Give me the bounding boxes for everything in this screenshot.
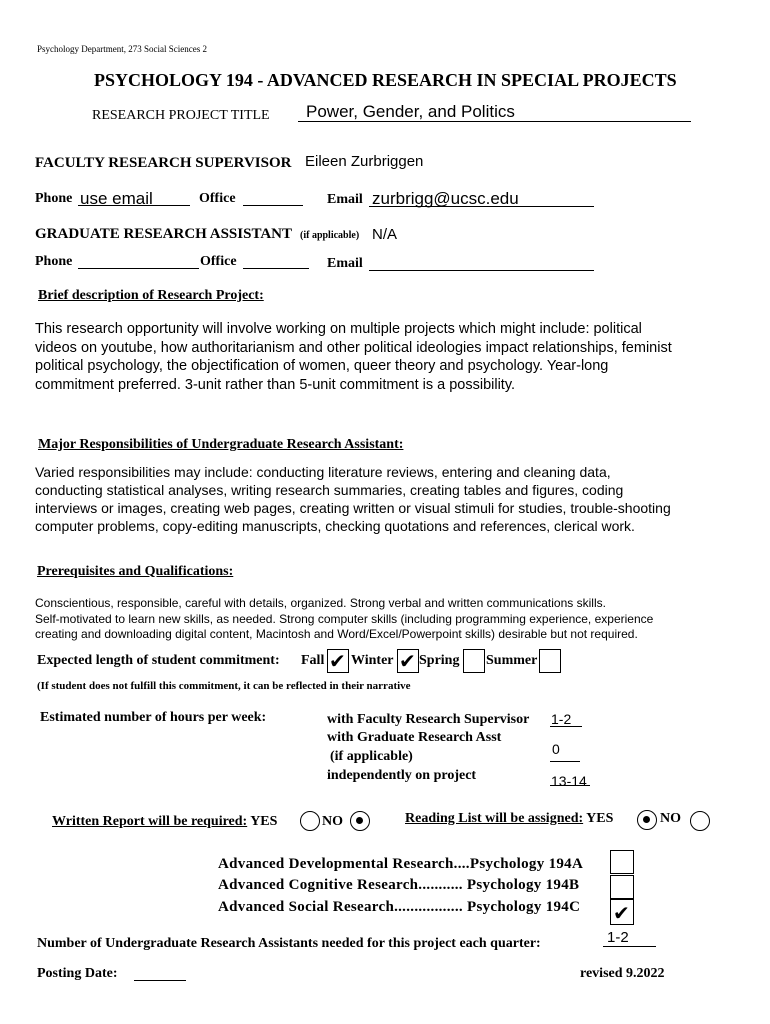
reading-label-text: Reading List will be assigned: <box>405 811 584 826</box>
faculty-email-label: Email <box>327 192 363 207</box>
responsibilities-text <box>35 463 671 535</box>
reading-no-label: NO <box>660 811 681 826</box>
faculty-email-value[interactable]: zurbrigg@ucsc.edu <box>372 189 519 208</box>
prerequisites-line: Conscientious, responsible, careful with details, organized. Strong verbal and written communications skills. <box>35 596 606 610</box>
commitment-summer-label: Summer <box>486 653 538 668</box>
grad-office-line[interactable] <box>243 268 309 269</box>
grad-email-label: Email <box>327 256 363 271</box>
faculty-phone-value[interactable]: use email <box>80 189 153 208</box>
hours-independent-label: independently on project <box>327 768 477 783</box>
prerequisites-line: creating and downloading digital content, Macintosh and Word/Excel/Powerpoint skills) desirable but not required. <box>35 627 638 641</box>
grad-phone-label: Phone <box>35 254 73 269</box>
posting-date-label: Posting Date: <box>37 966 118 981</box>
prerequisites-line: Self-motivated to learn new skills, as needed. Strong computer skills (including programming experience, experience <box>35 611 654 626</box>
course-194b-label: Advanced Cognitive Research........... Psychology 194B <box>218 877 580 893</box>
report-yes-radio[interactable] <box>300 811 320 831</box>
description-line: commitment preferred. 3-unit rather than 5-unit commitment is a possibility. <box>35 376 516 393</box>
responsibilities-line: Varied responsibilities may include: conducting literature reviews, entering and cleaning data, <box>35 464 611 480</box>
separator-divider <box>35 952 732 958</box>
report-yes-label: YES <box>250 814 278 829</box>
grad-label: GRADUATE RESEARCH ASSISTANT <box>35 226 293 242</box>
faculty-office-line[interactable] <box>243 205 303 206</box>
report-label-text: Written Report will be required: <box>52 814 248 829</box>
hours-grad-value[interactable]: 0 <box>552 741 560 757</box>
course-194c-check-icon: ✔ <box>613 901 630 925</box>
course-194b-checkbox[interactable] <box>610 875 634 899</box>
prerequisites-heading: Prerequisites and Qualifications: <box>37 564 234 579</box>
responsibilities-line: interviews or images, creating web pages, creating written or visual stimuli for studies, trouble-shooting <box>35 500 671 516</box>
description-line: videos on youtube, how authoritarianism and other political ideologies impact relationships, feminist <box>35 339 672 356</box>
hours-label: Estimated number of hours per week: <box>40 710 267 725</box>
report-no-radio[interactable] <box>350 811 370 831</box>
hours-grad-applicable: (if applicable) <box>330 749 413 764</box>
department-header: Psychology Department, 273 Social Sciences 2 <box>37 44 207 54</box>
hours-faculty-label: with Faculty Research Supervisor <box>327 712 530 727</box>
commitment-label: Expected length of student commitment: <box>37 653 280 668</box>
commitment-spring-label: Spring <box>419 653 460 668</box>
description-text <box>35 320 672 394</box>
description-line: This research opportunity will involve working on multiple projects which might include: political <box>35 321 642 337</box>
report-no-label: NO <box>322 814 343 829</box>
hours-independent-line <box>550 785 590 786</box>
reading-yes-label: YES <box>586 811 614 826</box>
commitment-winter-label: Winter <box>351 653 394 668</box>
hours-faculty-value[interactable]: 1-2 <box>551 711 572 727</box>
responsibilities-line: conducting statistical analyses, writing research summaries, creating tables and figures, coding <box>35 482 624 498</box>
faculty-phone-label: Phone <box>35 191 73 206</box>
faculty-office-label: Office <box>199 191 236 206</box>
grad-phone-line[interactable] <box>78 268 199 269</box>
project-title-label: RESEARCH PROJECT TITLE <box>92 108 270 123</box>
hours-grad-label: with Graduate Research Asst <box>327 730 502 745</box>
reading-no-radio[interactable] <box>690 811 710 831</box>
commitment-note: (If student does not fulfill this commitment, it can be reflected in their narrative <box>37 680 411 692</box>
prerequisites-text <box>35 596 653 643</box>
responsibilities-heading: Major Responsibilities of Undergraduate Research Assistant: <box>38 437 404 452</box>
course-194c-label: Advanced Social Research................. Psychology 194C <box>218 899 581 915</box>
summer-checkbox[interactable] <box>539 649 561 673</box>
hours-independent-value[interactable]: 13-14 <box>551 773 587 789</box>
grad-applicable: (if applicable) <box>300 230 360 241</box>
responsibilities-line: computer problems, copy-editing manuscripts, checking quotations and references, clerical work. <box>35 518 635 534</box>
posting-date-line[interactable] <box>134 980 186 981</box>
hours-grad-line <box>550 761 580 762</box>
report-label <box>52 814 277 830</box>
fall-check-icon: ✔ <box>329 649 346 673</box>
project-title-value[interactable]: Power, Gender, and Politics <box>306 102 515 121</box>
winter-check-icon: ✔ <box>399 649 416 673</box>
page-title: PSYCHOLOGY 194 - ADVANCED RESEARCH IN SPECIAL PROJECTS <box>94 70 677 90</box>
grad-office-label: Office <box>200 254 237 269</box>
reading-yes-radio[interactable] <box>637 810 657 830</box>
faculty-name-value[interactable]: Eileen Zurbriggen <box>305 153 424 170</box>
assistants-line <box>603 946 656 947</box>
reading-label <box>405 811 613 827</box>
commitment-fall-label: Fall <box>301 653 325 668</box>
assistants-value[interactable]: 1-2 <box>607 929 629 946</box>
revised-date: revised 9.2022 <box>580 966 665 981</box>
description-heading: Brief description of Research Project: <box>38 288 264 303</box>
description-line: political psychology, the objectification of women, queer theory and psychology. Year-long <box>35 358 609 374</box>
spring-checkbox[interactable] <box>463 649 485 673</box>
faculty-label: FACULTY RESEARCH SUPERVISOR <box>35 155 292 171</box>
grad-email-line[interactable] <box>369 270 594 271</box>
course-194a-checkbox[interactable] <box>610 850 634 874</box>
assistants-label: Number of Undergraduate Research Assistants needed for this project each quarter: <box>37 936 541 951</box>
course-194a-label: Advanced Developmental Research....Psychology 194A <box>218 856 584 872</box>
grad-value[interactable]: N/A <box>372 226 398 243</box>
